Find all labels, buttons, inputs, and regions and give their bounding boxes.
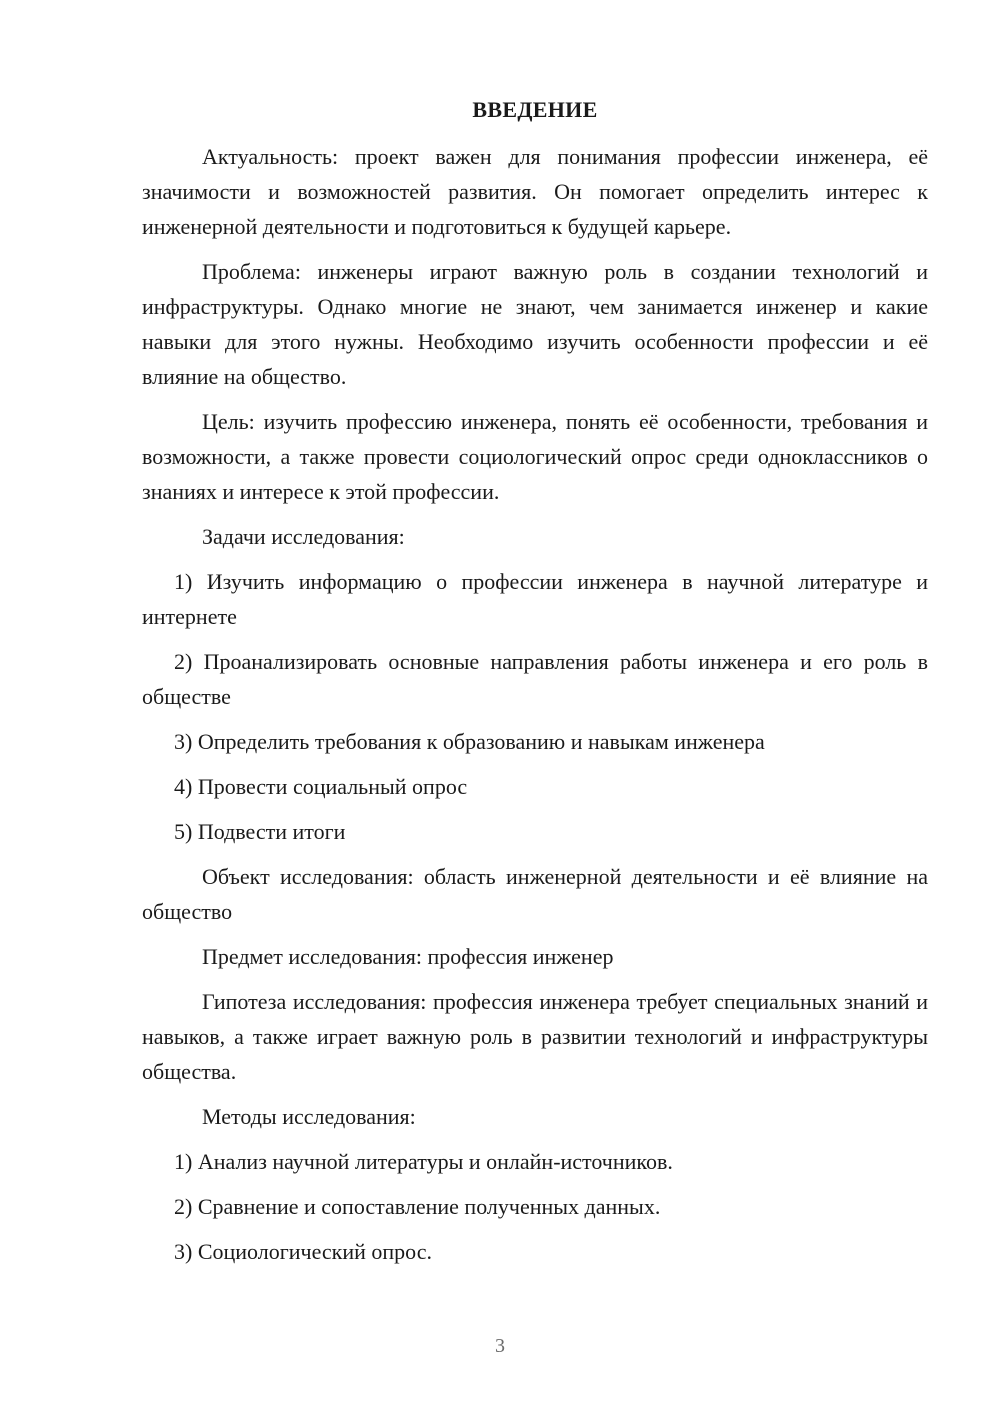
page-number: 3 <box>495 1335 505 1357</box>
paragraph-methods-title: Методы исследования: <box>202 1104 416 1129</box>
task-item-1: 1) Изучить информацию о профессии инженера в научной литературе и интернете <box>142 569 928 629</box>
paragraph-object: Объект исследования: область инженерной деятельности и её влияние на общество <box>142 864 928 924</box>
section-heading: ВВЕДЕНИЕ <box>472 97 598 122</box>
task-item-5: 5) Подвести итоги <box>174 819 346 844</box>
method-item-2: 2) Сравнение и сопоставление полученных данных. <box>174 1194 661 1219</box>
paragraph-tasks-title: Задачи исследования: <box>202 524 405 549</box>
method-item-1: 1) Анализ научной литературы и онлайн-источников. <box>174 1149 673 1174</box>
paragraph-subject: Предмет исследования: профессия инженер <box>202 944 614 969</box>
task-item-3: 3) Определить требования к образованию и навыкам инженера <box>174 729 765 754</box>
task-item-2: 2) Проанализировать основные направления работы инженера и его роль в обществе <box>142 649 928 709</box>
paragraph-hypothesis: Гипотеза исследования: профессия инженера требует специальных знаний и навыков, а также играет важную роль в развитии технологий и инфраструктуры общества. <box>142 989 928 1084</box>
paragraph-problem: Проблема: инженеры играют важную роль в создании технологий и инфраструктуры. Однако многие не знают, чем занимается инженер и какие навыки для этого нужны. Необходимо изучить особенности профессии и её влияние на общество. <box>142 259 928 389</box>
task-item-4: 4) Провести социальный опрос <box>174 774 468 799</box>
paragraph-relevance: Актуальность: проект важен для понимания профессии инженера, её значимости и возможностей развития. Он помогает определить интерес к инженерной деятельности и подготовиться к будущей карьере. <box>142 144 928 239</box>
method-item-3: 3) Социологический опрос. <box>174 1239 432 1264</box>
paragraph-goal: Цель: изучить профессию инженера, понять её особенности, требования и возможности, а также провести социологический опрос среди одноклассников о знаниях и интересе к этой профессии. <box>142 409 928 504</box>
document-page <box>142 92 928 1279</box>
